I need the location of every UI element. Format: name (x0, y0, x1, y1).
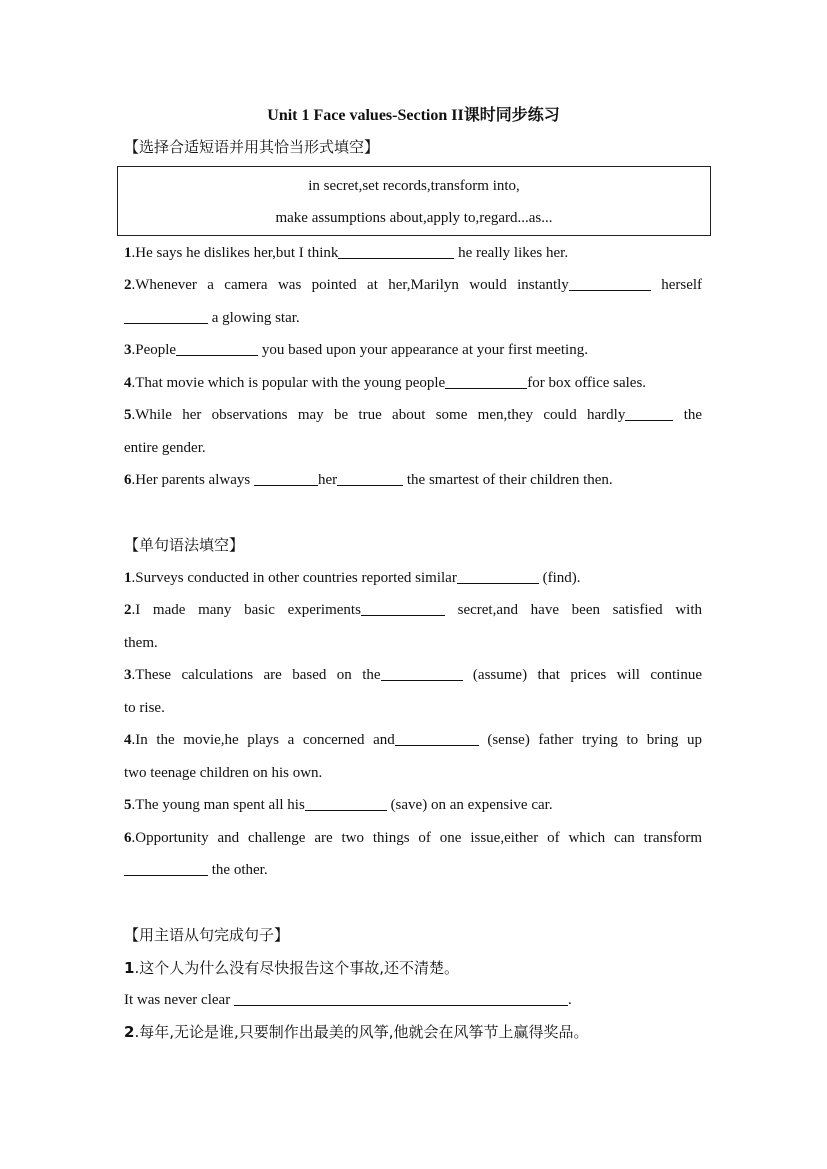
s1-question-2-cont: a glowing star. (124, 308, 702, 328)
answer-blank[interactable] (337, 471, 403, 486)
phrase-box-line-1: in secret,set records,transform into, (308, 178, 520, 194)
s1-question-5: 5.While her observations may be true about some men,they could hardly the (124, 407, 703, 423)
s1-question-5-cont: entire gender. (124, 440, 206, 456)
answer-blank[interactable] (361, 601, 445, 616)
answer-blank[interactable] (234, 991, 568, 1006)
s1-question-4: 4.That movie which is popular with the young people for box office sales. (124, 375, 647, 391)
s1-question-3: 3.People you based upon your appearance at your first meeting. (124, 342, 588, 358)
answer-blank[interactable] (395, 731, 479, 746)
section-header-subject-clause: 【用主语从句完成句子】 (124, 926, 290, 944)
s2-question-5: 5.The young man spent all his (save) on an expensive car. (124, 797, 553, 813)
s3-question-2: 2.每年,无论是谁,只要制作出最美的风筝,他就会在风筝节上赢得奖品。 (124, 1023, 589, 1041)
section-header-phrases: 【选择合适短语并用其恰当形式填空】 (124, 138, 380, 156)
answer-blank[interactable] (569, 276, 651, 291)
s2-question-6: 6.Opportunity and challenge are two things of one issue,either of which can transform (124, 830, 702, 846)
s2-question-4-cont: two teenage children on his own. (124, 765, 323, 781)
phrase-box-line-2: make assumptions about,apply to,regard...as... (275, 210, 553, 226)
s2-question-6-cont: the other. (124, 860, 702, 880)
answer-blank[interactable] (338, 244, 454, 259)
answer-blank[interactable] (381, 666, 463, 681)
answer-blank[interactable] (457, 569, 539, 584)
section-header-grammar: 【单句语法填空】 (124, 536, 245, 554)
s1-question-2: 2.Whenever a camera was pointed at her,Marilyn would instantly herself (124, 277, 703, 293)
s2-question-2: 2.I made many basic experiments secret,and have been satisfied with (124, 602, 703, 618)
s2-question-2-cont: them. (124, 635, 158, 651)
phrase-box (117, 166, 711, 236)
s2-question-3: 3.These calculations are based on the (assume) that prices will continue (124, 667, 702, 683)
s1-question-6: 6.Her parents always her the smartest of their children then. (124, 472, 613, 488)
answer-blank[interactable] (124, 309, 208, 324)
s2-question-1: 1.Surveys conducted in other countries reported similar (find). (124, 570, 581, 586)
answer-blank[interactable] (625, 406, 673, 421)
answer-blank[interactable] (176, 341, 258, 356)
page-title: Unit 1 Face values-Section II课时同步练习 (267, 107, 560, 124)
answer-blank[interactable] (445, 374, 527, 389)
s2-question-3-cont: to rise. (124, 700, 165, 716)
s3-question-1: 1.这个人为什么没有尽快报告这个事故,还不清楚。 (124, 959, 459, 977)
answer-blank[interactable] (305, 796, 387, 811)
s3-question-1-answer: It was never clear . (124, 992, 572, 1008)
answer-blank[interactable] (254, 471, 318, 486)
answer-blank[interactable] (124, 861, 208, 876)
s1-question-1: 1.He says he dislikes her,but I think he really likes her. (124, 245, 569, 261)
s2-question-4: 4.In the movie,he plays a concerned and (sense) father trying to bring up (124, 732, 702, 748)
